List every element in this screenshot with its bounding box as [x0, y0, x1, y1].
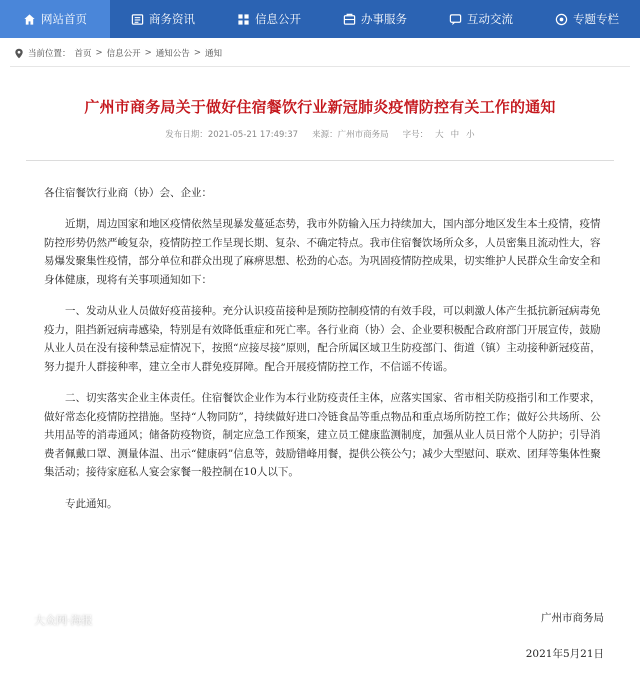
chat-icon	[449, 13, 462, 26]
home-icon	[23, 13, 36, 26]
watermark-logo-icon	[8, 612, 30, 628]
nav-item-label: 信息公开	[255, 12, 301, 26]
font-size-small[interactable]: 小	[466, 130, 475, 140]
source-value: 广州市商务局	[337, 130, 389, 140]
nav-item-label: 商务资讯	[149, 12, 195, 26]
publish-info	[165, 128, 298, 140]
nav-item-label: 互动交流	[467, 12, 513, 26]
breadcrumb-separator: >	[144, 48, 152, 58]
font-size-large[interactable]: 大	[435, 130, 444, 140]
article-body	[44, 184, 604, 526]
source-label: 来源：	[312, 130, 338, 140]
paragraph: 近期，周边国家和地区疫情依然呈现暴发蔓延态势，我市外防输入压力持续加大，国内部分地区发生本土疫情，疫情防控形势仍然严峻复杂，疫情防控工作呈现长期、复杂、不确定特点。我市住宿餐饮场所众多，人员密集且流动性大，容易爆发聚集性疫情，部分单位和群众出现了麻痹思想、松劲的心态。为巩固疫情防控成果，切实维护人民群众生命安全和身体健康，现将有关事项通知如下：	[44, 218, 601, 286]
breadcrumb-link-home[interactable]: 首页	[74, 49, 92, 59]
nav-item-label: 办事服务	[361, 12, 407, 26]
paragraph: 专此通知。	[65, 497, 118, 510]
breadcrumb	[14, 44, 222, 62]
divider	[26, 160, 614, 161]
nav-item-info[interactable]	[216, 0, 322, 38]
nav-item-interact[interactable]	[428, 0, 534, 38]
article-title: 广州市商务局关于做好住宿餐饮行业新冠肺炎疫情防控有关工作的通知	[84, 98, 556, 116]
sign-date: 2021年5月21日	[525, 648, 604, 660]
nav-item-home[interactable]	[0, 0, 110, 38]
font-size-medium[interactable]: 中	[450, 130, 460, 140]
nav-item-news[interactable]	[110, 0, 216, 38]
location-pin-icon	[14, 48, 24, 59]
nav-item-label: 网站首页	[41, 12, 87, 26]
breadcrumb-prefix: 当前位置：	[28, 49, 71, 59]
service-icon	[343, 13, 356, 26]
breadcrumb-separator: >	[95, 48, 103, 58]
breadcrumb-separator: >	[193, 48, 201, 58]
topic-icon	[555, 13, 568, 26]
font-size-switcher	[403, 128, 475, 140]
divider	[10, 66, 630, 67]
breadcrumb-link-info[interactable]: 信息公开	[106, 49, 141, 59]
font-size-label: 字号：	[402, 130, 429, 140]
top-navigation	[0, 0, 640, 38]
paragraph: 二、切实落实企业主体责任。住宿餐饮企业作为本行业防疫责任主体，应落实国家、省市相关防疫指引和工作要求，做好常态化疫情防控措施。坚持“人物同防”，持续做好进口冷链食品等重点物品和重点场所防控工作；做好公共场所、公共用品等的消毒通风；储备防疫物资，制定应急工作预案，建立员工健康监测制度，加强从业人员日常个人防护；引导消费者佩戴口罩、测量体温、出示“健康码”信息等，鼓励错峰用餐，提供公筷公勺；减少大型慰问、联欢、团拜等集体性聚集活动；接待家庭私人宴会家餐一般控制在10人以下。	[44, 392, 601, 478]
nav-item-label: 专题专栏	[573, 12, 619, 26]
watermark-text: 大众网·海报	[34, 614, 93, 627]
salutation: 各住宿餐饮行业商（协）会、企业：	[44, 187, 212, 199]
breadcrumb-link-notice[interactable]: 通知	[204, 49, 222, 59]
news-icon	[131, 13, 144, 26]
info-icon	[237, 13, 250, 26]
watermark	[8, 612, 93, 628]
source-info	[312, 128, 389, 140]
nav-item-service[interactable]	[322, 0, 428, 38]
paragraph: 一、发动从业人员做好疫苗接种。充分认识疫苗接种是预防控制疫情的有效手段，可以刺激人体产生抵抗新冠病毒免疫力，阻挡新冠病毒感染，特别是有效降低重症和死亡率。各行业商（协）会、企业要积极配合政府部门开展宣传，鼓励从业人员在没有接种禁忌症情况下，按照“应接尽接”原则，配合所属区域卫生防疫部门、街道（镇）主动接种新冠疫苗，努力提升人群接种率，建立全市人群免疫屏障。配合开展疫情防控工作，不信谣不传谣。	[44, 305, 601, 373]
publish-label: 发布日期：	[165, 130, 208, 140]
breadcrumb-link-notices[interactable]: 通知公告	[155, 49, 190, 59]
article-card	[0, 38, 640, 673]
signature: 广州市商务局	[541, 612, 604, 624]
article-meta	[0, 128, 640, 140]
nav-item-topics[interactable]	[534, 0, 640, 38]
publish-date: 2021-05-21 17:49:37	[207, 130, 299, 140]
